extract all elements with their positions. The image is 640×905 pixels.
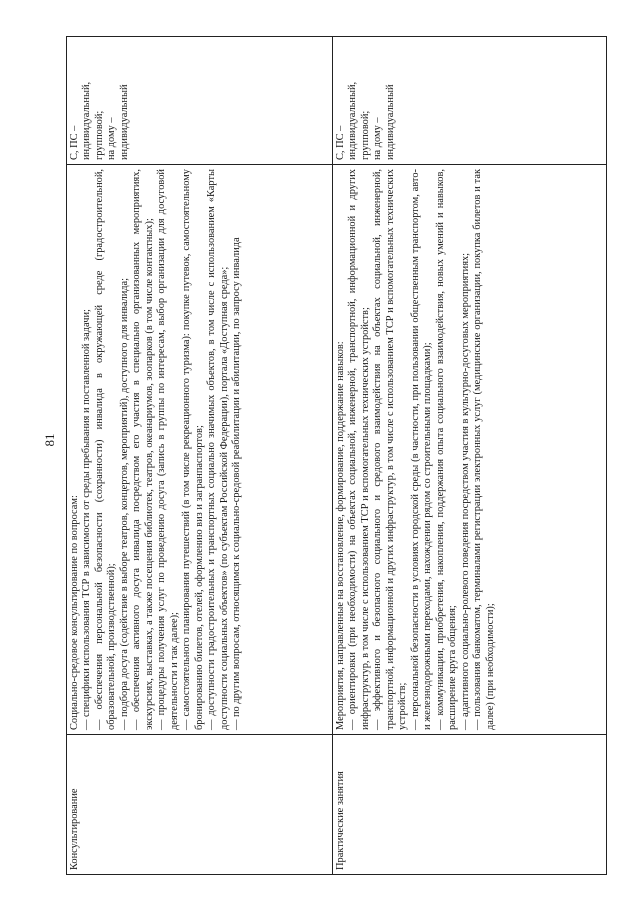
page-number: 81 — [42, 433, 57, 447]
content-paragraph: — подбора досуга (содействие в выборе театров, концертов, мероприятий), доступного для инвалида; — [118, 277, 130, 730]
content-paragraph: — персональной безопасности в условиях городской среды (в частности, при пользовании общественным транспортом, авто- и железнодорожными переходами, нахождении рядом со строительными площадками); — [409, 169, 434, 730]
content-paragraph: — самостоятельного планирования путешествий (в том числе рекреационного туризма): покупке путевок, самостоятельному бронированию билетов, отелей, оформлению виз и загранпаспортов; — [181, 169, 205, 730]
service-content-cell — [333, 165, 607, 735]
method-cell — [333, 37, 607, 165]
content-paragraph: Мероприятия, направленные на восстановление, формирование, поддержание навыков: — [335, 341, 346, 730]
method-cell — [67, 37, 333, 165]
method-line: групповой; — [93, 110, 105, 160]
content-paragraph: — адаптивного социально-ролевого поведения посредством участия в культурно-досуговых мероприятиях; — [459, 252, 471, 730]
service-name-cell — [333, 735, 607, 875]
table-row — [67, 37, 333, 875]
content-paragraph: Социально-средовое консультирование по вопросам: — [69, 495, 80, 730]
method-line: групповой; — [359, 110, 371, 160]
content-paragraph: — пользования банкоматом, терминалами регистрации электронных услуг (медицинские организации, покупка билетов и так далее) (при необходимости); — [472, 169, 496, 730]
content-paragraph: — обеспечения активного досуга инвалида посредством его участия в специально организованных мероприятиях, экскурсиях, выставках, а также посещения библиотек, театров, океанариумов, зоопарков (в том числе контактных); — [131, 169, 155, 730]
method-line: на дому – — [372, 117, 384, 160]
content-paragraph: — коммуникации, приобретения, накопления, поддержания опыта социального взаимодействия, новых умений и навыков, расширение круга общения; — [434, 169, 459, 730]
method-line: на дому – — [106, 117, 118, 160]
service-name-cell — [67, 735, 333, 875]
rotated-page — [66, 37, 606, 875]
service-name: Консультирование — [69, 788, 80, 870]
content-paragraph: — обеспечения персональной безопасности (сохранности) инвалида в окружающей среде (градостроительной, образовательной, производственной); — [93, 169, 118, 730]
service-name: Практические занятия — [335, 771, 346, 870]
content-paragraph: — специфики использования ТСР в зависимости от среды пребывания и поставленной задачи; — [81, 309, 93, 730]
content-paragraph: — ориентировки (при необходимости) на объектах социальной, инженерной, транспортной, информационной и других инфраструктур, в том числе с использованием ТСР и вспомогательных технических устройств; — [347, 169, 371, 730]
method-line: индивидуальный — [118, 84, 130, 160]
method-line: индивидуальный — [384, 84, 396, 160]
table-row — [333, 37, 607, 875]
method-line: С, ПС – — [335, 125, 346, 160]
content-paragraph: — процедуры получения услуг по проведению досуга (запись в группы по интересам, выбор организации для досуговой деятельности и так далее); — [156, 169, 180, 730]
method-line: индивидуальный, — [347, 81, 359, 160]
service-content-cell — [67, 165, 333, 735]
method-line: индивидуальный, — [81, 81, 93, 160]
content-paragraph: — доступности градостроительных и транспортных социально значимых объектов, в том числе с использованием «Карты доступности социальных объектов» (по субъектам Российской Федерации), портала «Доступная среда»; — [206, 169, 230, 730]
content-paragraph: — эффективного и безопасного социального и средового взаимодействия на объектах социальной, инженерной, транспортной, информационной и других инфраструктур, в том числе с использованием ТСР и вспомогательных технических устройств; — [372, 169, 409, 730]
content-paragraph: — по другим вопросам, относящимся к социально-средовой реабилитации и абилитации, по запросу инвалида — [231, 237, 243, 730]
method-line: С, ПС – — [69, 125, 80, 160]
services-table — [66, 36, 607, 875]
